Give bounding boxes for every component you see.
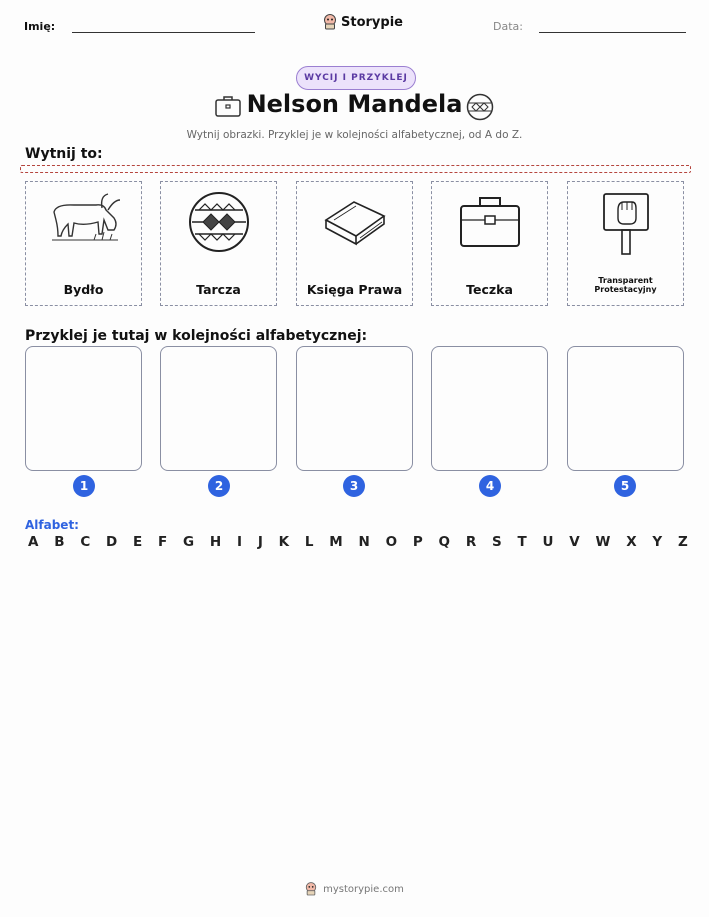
alphabet-letter: F [158, 534, 168, 550]
alphabet-letter: D [106, 534, 118, 550]
date-line[interactable] [539, 32, 686, 33]
name-label: Imię: [24, 20, 56, 33]
paste-box[interactable] [431, 346, 548, 471]
slot-number: 1 [73, 475, 95, 497]
alphabet-letter: A [28, 534, 39, 550]
alphabet-letter: M [329, 534, 343, 550]
footer-url[interactable]: mystorypie.com [323, 883, 404, 895]
cut-section-title: Wytnij to: [25, 146, 103, 162]
alphabet-letter: H [209, 534, 222, 550]
storypie-logo [323, 14, 403, 30]
slot-number: 5 [614, 475, 636, 497]
alphabet-letter: K [278, 534, 290, 550]
shield-icon [187, 190, 251, 254]
alphabet-letter: B [54, 534, 65, 550]
paste-section-title: Przyklej je tutaj w kolejności alfabetycznej: [25, 328, 368, 344]
alphabet-letter: Y [652, 534, 663, 550]
paste-box[interactable] [567, 346, 684, 471]
cut-card-protest-sign[interactable] [567, 181, 684, 306]
footer [0, 882, 709, 896]
alphabet-letter: P [412, 534, 423, 550]
briefcase-icon [455, 190, 525, 250]
law-book-icon [320, 190, 390, 250]
alphabet-letter: S [492, 534, 502, 550]
alphabet-letter: U [542, 534, 554, 550]
storypie-mascot-icon [323, 14, 337, 30]
cattle-icon [44, 190, 124, 250]
cut-line [20, 165, 691, 173]
alphabet-row [28, 534, 688, 550]
alphabet-letter: Q [438, 534, 451, 550]
page-title: Nelson Mandela [246, 90, 463, 118]
slot-number: 3 [343, 475, 365, 497]
cut-card-shield[interactable] [160, 181, 277, 306]
card-label: Bydło [63, 282, 104, 297]
card-label: Teczka [466, 282, 513, 297]
card-label: Tarcza [196, 282, 241, 297]
alphabet-letter: C [80, 534, 91, 550]
card-label: Księga Prawa [306, 282, 403, 297]
slot-number: 2 [208, 475, 230, 497]
slot-number: 4 [479, 475, 501, 497]
instructions: Wytnij obrazki. Przyklej je w kolejności alfabetycznej, od A do Z. [186, 129, 523, 141]
alphabet-letter: L [304, 534, 314, 550]
cut-card-cattle[interactable] [25, 181, 142, 306]
paste-box[interactable] [160, 346, 277, 471]
alphabet-letter: T [517, 534, 527, 550]
storypie-mascot-icon [305, 882, 317, 896]
shield-decoration-icon [466, 93, 494, 125]
paste-box[interactable] [296, 346, 413, 471]
cut-card-briefcase[interactable] [431, 181, 548, 306]
alphabet-title: Alfabet: [25, 518, 79, 532]
alphabet-letter: W [595, 534, 611, 550]
alphabet-letter: R [465, 534, 477, 550]
alphabet-letter: X [626, 534, 637, 550]
alphabet-letter: E [133, 534, 143, 550]
alphabet-letter: J [257, 534, 263, 550]
logo-text: Storypie [341, 14, 403, 30]
alphabet-letter: O [385, 534, 398, 550]
card-label: Transparent Protestacyjny [594, 276, 657, 294]
date-label: Data: [493, 20, 523, 33]
alphabet-letter: G [183, 534, 195, 550]
alphabet-letter: V [569, 534, 580, 550]
activity-badge: WYCIJ I PRZYKLEJ [296, 66, 416, 90]
paste-box[interactable] [25, 346, 142, 471]
cut-card-law-book[interactable] [296, 181, 413, 306]
name-line[interactable] [72, 32, 255, 33]
alphabet-letter: N [358, 534, 370, 550]
protest-sign-icon [596, 190, 656, 256]
alphabet-letter: I [237, 534, 243, 550]
alphabet-letter: Z [677, 534, 688, 550]
